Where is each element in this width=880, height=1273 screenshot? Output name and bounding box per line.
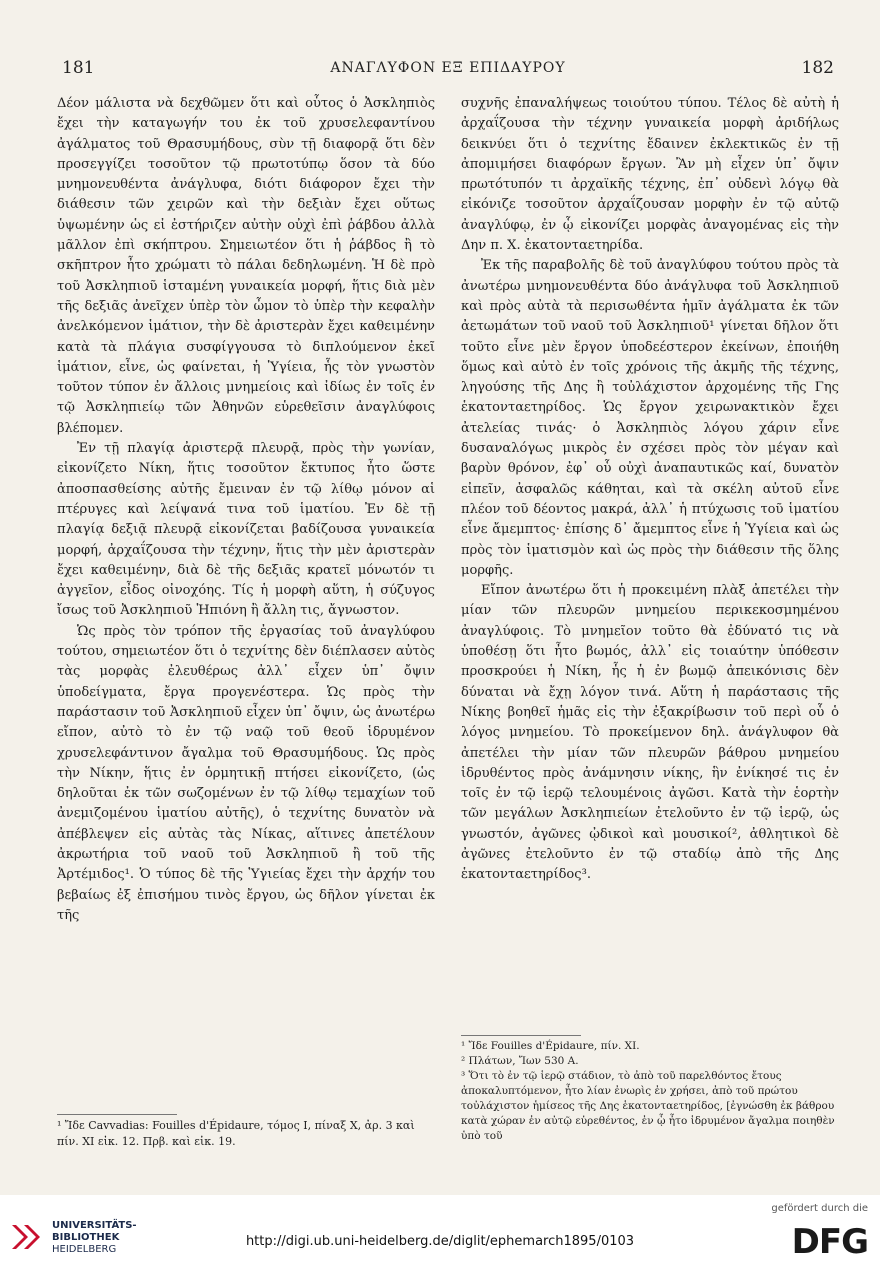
right-paragraph-1: συχνῆς ἐπαναλήψεως τοιούτου τύπου. Τέλος δὲ αὐτὴ ἡ ἀρχαΐζουσα τὴν τέχνην γυναικεία μορφὴ ἀριδήλως δεικνύει ὅτι ὁ τεχνίτης ἔδαινεν ἐκλεκτικῶς ἐν τῇ ἀπομιμήσει διαφόρων ἔργων. Ἂν μὴ εἶχεν ὑπ᾽ ὄψιν πρωτότυπόν τι ἀρχαϊκῆς τέχνης, ἐπ᾽ οὐδενὶ λόγῳ θὰ εἰκόνιζε τοσοῦτον ἀρχαΐζουσαν μορφὴν ἐν τῷ αὐτῷ ἀναγλύφῳ, ἐν ᾧ εἰκονίζει μορφὰς ἀναγομένας εἰς τὴν Δην π. Χ. ἑκατονταετηρίδα. bbox=[461, 96, 839, 254]
page-header bbox=[62, 58, 834, 82]
right-footnote-2: ² Πλάτων, Ἴων 530 A. bbox=[461, 1055, 579, 1067]
left-paragraph-2: Ἐν τῇ πλαγίᾳ ἀριστερᾷ πλευρᾷ, πρὸς τὴν γωνίαν, εἰκονίζετο Νίκη, ἥτις τοσοῦτον ἔκτυπος ἦτο ὥστε ἀποσπασθείσης αὐτῆς ἔμειναν ἐν τῷ λίθῳ μόνον αἱ πτέρυγες καὶ λείψανά τινα τοῦ ἱματίου. Ἐν δὲ τῇ πλαγίᾳ δεξιᾷ πλευρᾷ εἰκονίζεται βαδίζουσα γυναικεία μορφή, ἀρχαΐζουσα τὴν τέχνην, ἥτις τὴν μὲν ἀριστερὰν ἔχει καθειμένην, διὰ δὲ τῆς δεξιᾶς κρατεῖ μόνωτόν τι ἀγγεῖον, εἶδος οἰνοχόης. Τίς ἡ μορφὴ αὕτη, ἡ σύζυγος ἴσως τοῦ Ἀσκληπιοῦ Ἠπιόνη ἢ ἄλλη τις, ἄγνωστον. bbox=[57, 441, 435, 619]
source-url-link[interactable]: http://digi.ub.uni-heidelberg.de/diglit/ephemarch1895/0103 bbox=[245, 1234, 635, 1249]
footnote-rule bbox=[461, 1035, 581, 1036]
library-name-line2: BIBLIOTHEK bbox=[52, 1232, 120, 1243]
dfg-logo[interactable]: DFG bbox=[791, 1222, 868, 1262]
right-paragraph-3: Εἴπον ἀνωτέρω ὅτι ἡ προκειμένη πλὰξ ἀπετέλει τὴν μίαν τῶν πλευρῶν μνημείου περικεκοσμημένου ἀναγλύφοις. Τὸ μνημεῖον τοῦτο θὰ ἐδύνατό τις νὰ ὑποθέσῃ ὅτι ἦτο βωμός, ἀλλ᾽ εἰς τοιαύτην ὑπόθεσιν προσκρούει ἡ Νίκη, ἧς ἡ ἐν βωμῷ ἀπεικόνισις δὲν δύναται νὰ ἔχῃ λόγον τινά. Αὕτη ἡ παράστασις τῆς Νίκης βοηθεῖ ἡμᾶς εἰς τὴν ἐξακρίβωσιν τοῦ περὶ οὗ ὁ λόγος μνημείου. Τὸ προκείμενον δηλ. ἀνάγλυφον θὰ ἀπετέλει τὴν μίαν τῶν πλευρῶν βάθρου μνημείου ἱδρυθέντος πρὸς ἀνάμνησιν νίκης, ἣν ἐνίκησέ τις ἐν τοῖς ἐν τῷ ἱερῷ τελουμένοις ἀγῶσι. Κατὰ τὴν ἑορτὴν τῶν μεγάλων Ἀσκληπιείων ἐτελοῦντο ἐν τῷ ἱερῷ, ὡς γνωστόν, ἀγῶνες ᾠδικοὶ καὶ μουσικοί², ἀθλητικοὶ δὲ ἀγῶνες ἐτελοῦντο ἐν τῷ σταδίῳ ἀπὸ τῆς Δης ἑκατονταετηρίδος³. bbox=[461, 583, 839, 883]
left-paragraph-1: Δέον μάλιστα νὰ δεχθῶμεν ὅτι καὶ οὗτος ὁ Ἀσκληπιὸς ἔχει τὴν καταγωγήν του ἐκ τοῦ χρυσελεφαντίνου ἀγάλματος τοῦ Θρασυμήδους, σὺν τῇ διαφορᾷ ὅτι δὲν προσεγγίζει τοσοῦτον τῷ πρωτοτύπῳ ὅσον τὰ δύο μνημονευθέντα ἀνάγλυφα, διότι διάφορον ἔχει τὴν διάθεσιν τῶν χειρῶν καὶ τὴν δεξιὰν ἔχει οὕτως ὑψωμένην ὡς εἰ ἐστήριζεν αὐτὴν οὐχὶ ἐπὶ ῥάβδου ἀλλὰ μᾶλλον ἐπὶ σκήπτρου. Σημειωτέον ὅτι ἡ ῥάβδος ἢ τὸ σκῆπτρον ἦτο χρώματι τὸ πάλαι δεδηλωμένη. Ἡ δὲ πρὸ τοῦ Ἀσκληπιοῦ ἱσταμένη γυναικεία μορφή, ἥτις διὰ μὲν τῆς δεξιᾶς ἀνεῖχεν ὑπὲρ τὸν ὦμον τὸ ὑπὲρ τὴν κεφαλὴν ἀνελκόμενον ἱμάτιον, τὴν δὲ ἀριστερὰν ἔχει καθειμένην κατὰ τὰ πλάγια συσφίγγουσα τὸ διπλούμενον ἐκεῖ ἱμάτιον, εἶνε, ὡς φαίνεται, ἡ Ὑγίεια, ἧς τὸν γνωστὸν τοῦτον τύπον ἐν ἄλλοις μνημείοις καὶ ἰδίως ἐν τοῖς ἐν τῷ Ἀσκληπιείῳ τῶν Ἀθηνῶν εὑρεθεῖσιν ἀναγλύφοις βλέπομεν. bbox=[57, 96, 435, 436]
left-footnote-1: ¹ Ἴδε Cavvadias: Fouilles d'Épidaure, τόμος I, πίναξ X, ἀρ. 3 καὶ πίν. XI εἰκ. 12. Πρβ. καὶ εἰκ. 19. bbox=[57, 1119, 415, 1148]
right-column bbox=[461, 94, 839, 886]
funded-by-label: gefördert durch die bbox=[771, 1203, 868, 1214]
page-number-right: 182 bbox=[801, 58, 834, 78]
running-title: ΑΝΑΓΛΥΦΟΝ ΕΞ ΕΠΙΔΑΥΡΟΥ bbox=[330, 60, 566, 76]
library-name-line1: UNIVERSITÄTS- bbox=[52, 1220, 137, 1231]
library-name-line3: HEIDELBERG bbox=[52, 1244, 117, 1255]
page-number-left: 181 bbox=[62, 58, 95, 78]
right-footnote-1: ¹ Ἴδε Fouilles d'Épidaure, πίν. XI. bbox=[461, 1040, 640, 1052]
left-column bbox=[57, 94, 435, 926]
viewer-footer bbox=[0, 1195, 880, 1273]
footnote-rule bbox=[57, 1114, 177, 1115]
right-paragraph-2: Ἐκ τῆς παραβολῆς δὲ τοῦ ἀναγλύφου τούτου πρὸς τὰ ἀνωτέρω μνημονευθέντα δύο ἀνάγλυφα τοῦ Ἀσκληπιοῦ καὶ πρὸς αὐτὰ τὰ περισωθέντα ἡμῖν ἀγάλματα ἐκ τῶν ἀετωμάτων τοῦ ναοῦ τοῦ Ἀσκληπιοῦ¹ γίνεται δῆλον ὅτι τοῦτο εἶνε μὲν ἔργον ὑποδεέστερον ἐκείνων, ἐποιήθη ὅμως καὶ αὐτὸ ἐν τοῖς χρόνοις τῆς ἀκμῆς τῆς τέχνης, ληγούσης τῆς Δης ἢ τοὐλάχιστον ἀρχομένης τῆς Γης ἑκατονταετηρίδος. Ὡς ἔργον χειρωνακτικὸν ἔχει ἀτελείας τινάς· ὁ Ἀσκληπιὸς λόγου χάριν εἶνε δυσαναλόγως μικρὸς ἐν σχέσει πρὸς τὸν μέγαν καὶ βαρὺν θρόνον, ἐφ᾽ οὗ οὐχὶ ἀναπαυτικῶς καί, δυνατὸν εἰπεῖν, ἀσφαλῶς κάθηται, καὶ τὰ σκέλη αὐτοῦ εἶνε πλέον τοῦ δέοντος μακρά, ἀλλ᾽ ἡ πτύχωσις τοῦ ἱματίου εἶνε ἄμεμπτος· ἐπίσης δ᾽ ἄμεμπτος εἶνε ἡ Ὑγίεια καὶ ὡς πρὸς τὸν ἱματισμὸν καὶ ὡς πρὸς τὴν διάθεσιν τῆς ὅλης μορφῆς. bbox=[461, 258, 839, 578]
right-footnote-3: ³ Ὅτι τὸ ἐν τῷ ἱερῷ στάδιον, τὸ ἀπὸ τοῦ παρελθόντος ἔτους ἀποκαλυπτόμενον, ἦτο λίαν ἐνωρὶς ἐν χρήσει, ἀπὸ τοῦ πρώτου τοὐλάχιστον ἡμίσεος τῆς Δης ἑκατονταετηρίδος, [ἐγνώσθη ἐκ βάθρου κατὰ χώραν ἐν αὐτῷ εὑρεθέντος, ἐν ᾧ ἦτο ἱδρυμένον ἄγαλμα ποιηθὲν ὑπὸ τοῦ bbox=[461, 1070, 835, 1142]
left-paragraph-3: Ὡς πρὸς τὸν τρόπον τῆς ἐργασίας τοῦ ἀναγλύφου τούτου, σημειωτέον ὅτι ὁ τεχνίτης δὲν διέπλασεν αὐτὸς τὰς μορφὰς ἐλευθέρως ἀλλ᾽ εἶχεν ὑπ᾽ ὄψιν ὑποδείγματα, ἔργα προγενέστερα. Ὡς πρὸς τὴν παράστασιν τοῦ Ἀσκληπιοῦ εἶχεν ὑπ᾽ ὄψιν, ὡς ἀνωτέρω εἴπον, αὐτὸ τὸ ἐν τῷ ναῷ τοῦ θεοῦ ἱδρυμένον χρυσελεφάντινον ἄγαλμα τοῦ Θρασυμήδους. Ὡς πρὸς τὴν Νίκην, ἥτις ἐν ὁρμητικῇ πτήσει εἰκονίζετο, (ὡς δηλοῦται ἐκ τῶν σωζομένων ἐν τῷ λίθῳ τεμαχίων τοῦ ἀνεμιζομένου ἱματίου αὐτῆς), ὁ τεχνίτης δυνατὸν νὰ ἀπέβλεψεν εἰς αὐτὰς τὰς Νίκας, αἵτινες ἀπετέλουν ἀκρωτήρια τοῦ ναοῦ τοῦ Ἀσκληπιοῦ ἢ τοῦ τῆς Ἀρτέμιδος¹. Ὁ τύπος δὲ τῆς Ὑγιείας ἔχει τὴν ἀρχήν του βεβαίως ἐξ ἐπισήμου τινὸς ἔργου, ὡς δῆλον γίνεται ἐκ τῆς bbox=[57, 623, 435, 923]
